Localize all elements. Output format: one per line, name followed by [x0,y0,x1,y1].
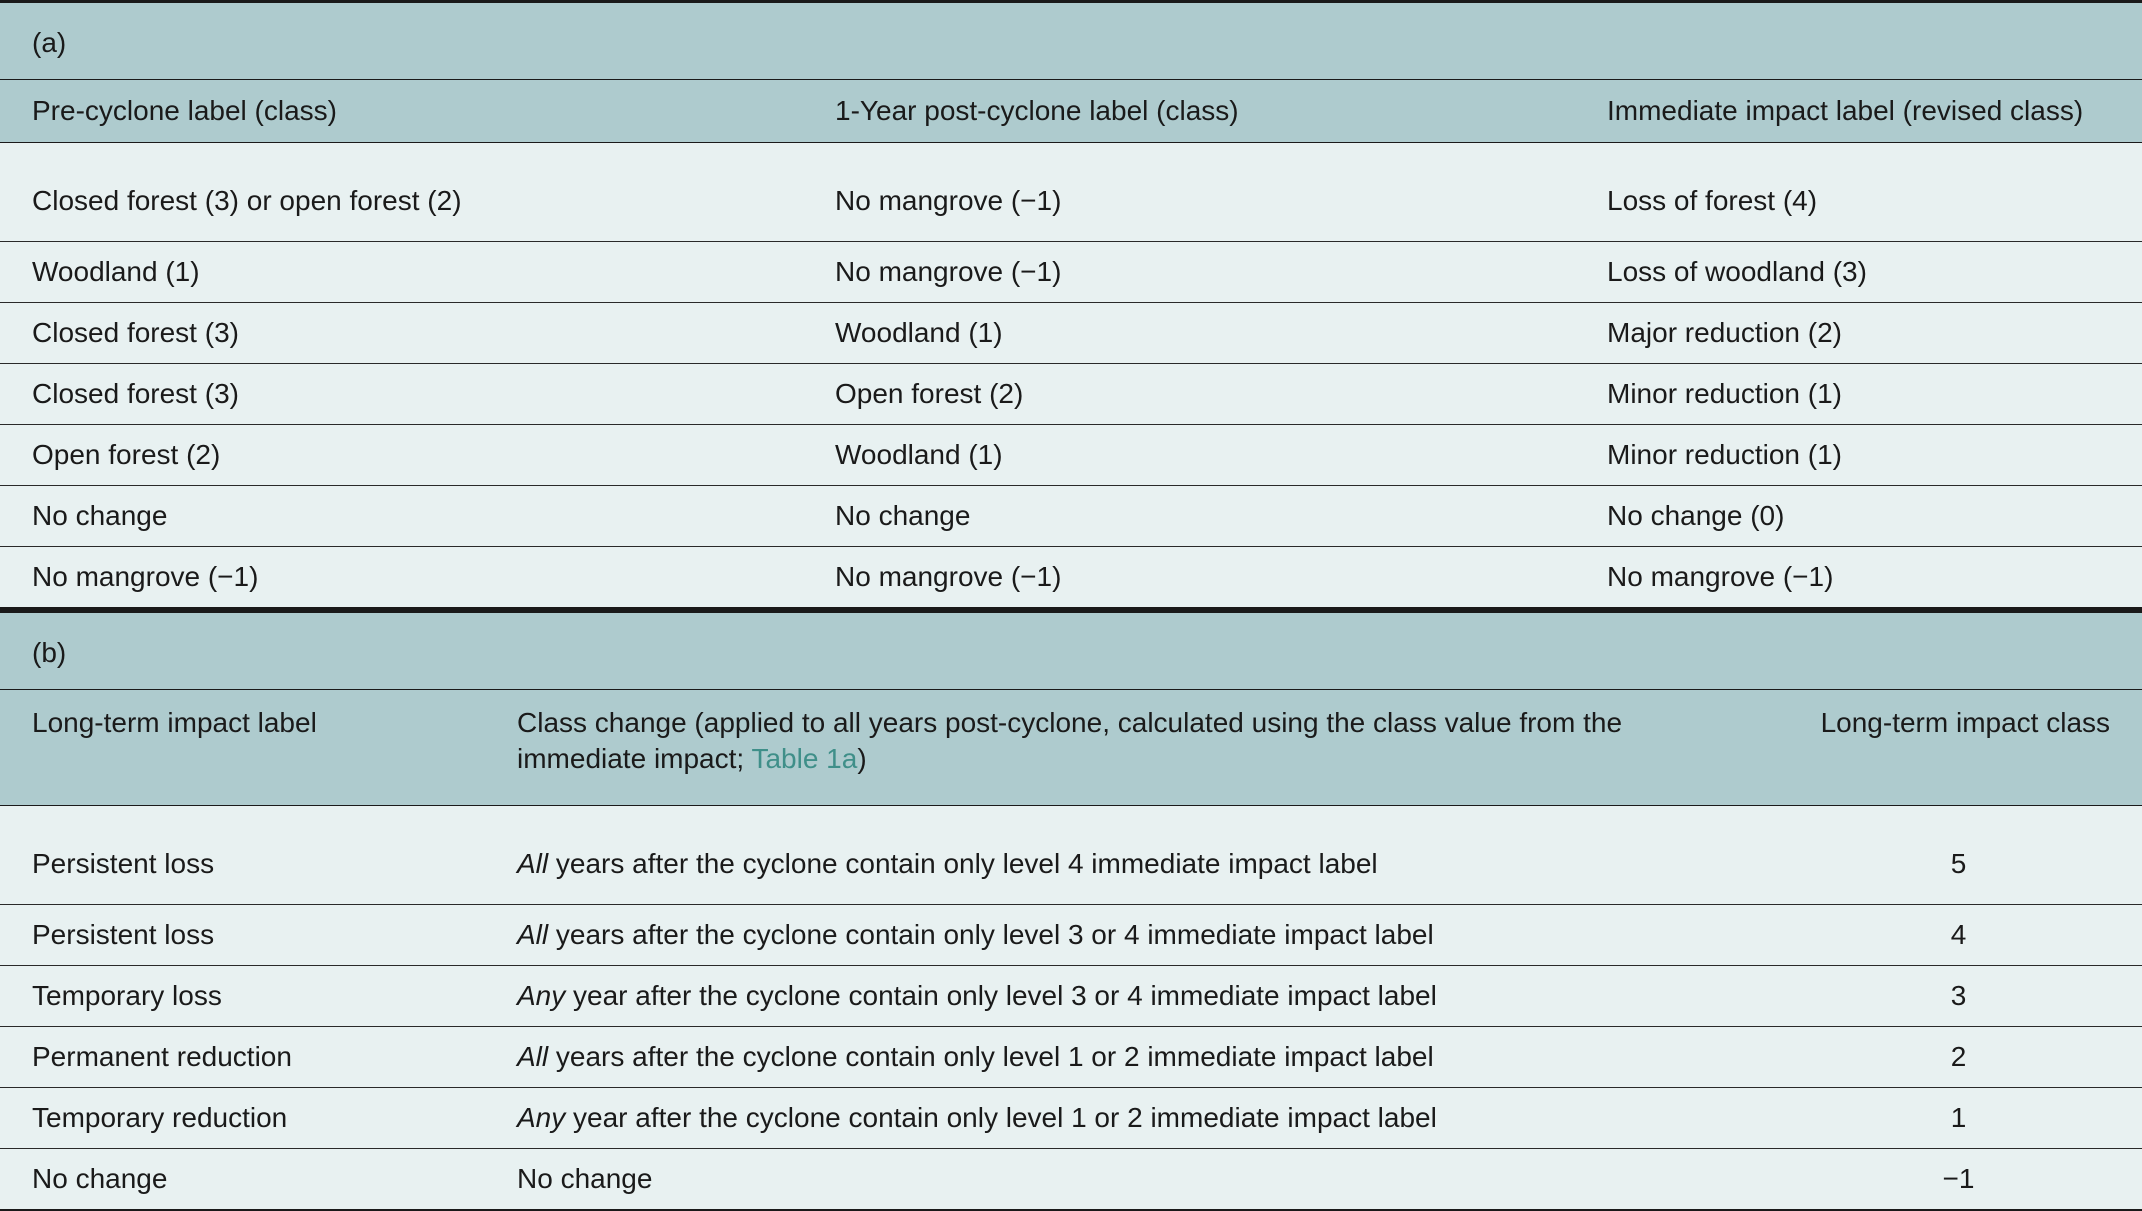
section-a-label: (a) [0,2,2142,80]
table-row [0,547,2142,609]
table-cell: Major reduction (2) [1575,303,2142,364]
cell-text: years after the cyclone contain only level 4 immediate impact label [548,848,1378,879]
table-row [0,364,2142,425]
emphasis-text: All [517,919,549,950]
cell-text: year after the cyclone contain only level 3 or 4 immediate impact label [565,980,1437,1011]
table-cell: No mangrove (−1) [803,242,1575,303]
table-row [0,1149,2142,1211]
table-cell: Closed forest (3) or open forest (2) [0,143,803,242]
table-cell: No mangrove (−1) [803,547,1575,609]
table-cell: Woodland (1) [803,303,1575,364]
table-cell: No change (0) [1575,486,2142,547]
table-cell: No mangrove (−1) [0,547,803,609]
table-row [0,486,2142,547]
column-header-long-term-class: Long-term impact class [1775,690,2142,806]
table-cell: No change [803,486,1575,547]
table-cell [485,966,1775,1027]
cell-text: year after the cyclone contain only level 1 or 2 immediate impact label [565,1102,1437,1133]
column-header-immediate-impact: Immediate impact label (revised class) [1575,80,2142,143]
table-cell: No mangrove (−1) [1575,547,2142,609]
table-row [0,1088,2142,1149]
table-1a-link[interactable]: Table 1a [751,743,858,774]
table-row [0,143,2142,242]
table-cell: Loss of woodland (3) [1575,242,2142,303]
table-cell [485,1088,1775,1149]
table-cell: Woodland (1) [0,242,803,303]
table-row [0,242,2142,303]
table-cell [485,1027,1775,1088]
table-cell: −1 [1775,1149,2142,1211]
table-cell: No mangrove (−1) [803,143,1575,242]
column-header-post-cyclone: 1-Year post-cyclone label (class) [803,80,1575,143]
table-cell: 1 [1775,1088,2142,1149]
table-cell: Minor reduction (1) [1575,425,2142,486]
column-header-long-term-label: Long-term impact label [0,690,485,806]
cell-text: years after the cyclone contain only level 1 or 2 immediate impact label [548,1041,1434,1072]
table-row [0,425,2142,486]
table-cell: Minor reduction (1) [1575,364,2142,425]
cell-text: No change [517,1163,653,1194]
cell-text: years after the cyclone contain only level 3 or 4 immediate impact label [548,919,1434,950]
table-cell: 3 [1775,966,2142,1027]
section-b-label-row [0,611,2142,690]
emphasis-text: Any [517,980,566,1011]
table-cell: Loss of forest (4) [1575,143,2142,242]
table-cell: Persistent loss [0,905,485,966]
class-change-header-end: ) [857,743,867,774]
table-cell: Temporary reduction [0,1088,485,1149]
table-a-header-row [0,80,2142,143]
column-header-class-change [485,690,1775,806]
emphasis-text: All [517,1041,549,1072]
table-cell: No change [0,486,803,547]
table-row [0,806,2142,905]
table-b-header-row [0,690,2142,806]
emphasis-text: Any [517,1102,566,1133]
emphasis-text: All [517,848,549,879]
table-cell: 2 [1775,1027,2142,1088]
table-row [0,1027,2142,1088]
table-cell: Closed forest (3) [0,303,803,364]
table-cell [485,905,1775,966]
column-header-pre-cyclone: Pre-cyclone label (class) [0,80,803,143]
table-cell [485,806,1775,905]
table-cell: Closed forest (3) [0,364,803,425]
table-cell: Woodland (1) [803,425,1575,486]
table-b [0,609,2142,1211]
table-cell: No change [0,1149,485,1211]
table-cell: 4 [1775,905,2142,966]
table-cell: Permanent reduction [0,1027,485,1088]
table-cell: 5 [1775,806,2142,905]
table-row [0,966,2142,1027]
section-b-label: (b) [0,611,2142,690]
section-a-label-row [0,2,2142,80]
table-cell [485,1149,1775,1211]
table-cell: Temporary loss [0,966,485,1027]
table-cell: Persistent loss [0,806,485,905]
table-cell: Open forest (2) [803,364,1575,425]
table-cell: Open forest (2) [0,425,803,486]
class-change-header-text: Class change (applied to all years post-cyclone, calculated using the class value from the immediate impact; [517,707,1623,774]
table-row [0,303,2142,364]
table-row [0,905,2142,966]
